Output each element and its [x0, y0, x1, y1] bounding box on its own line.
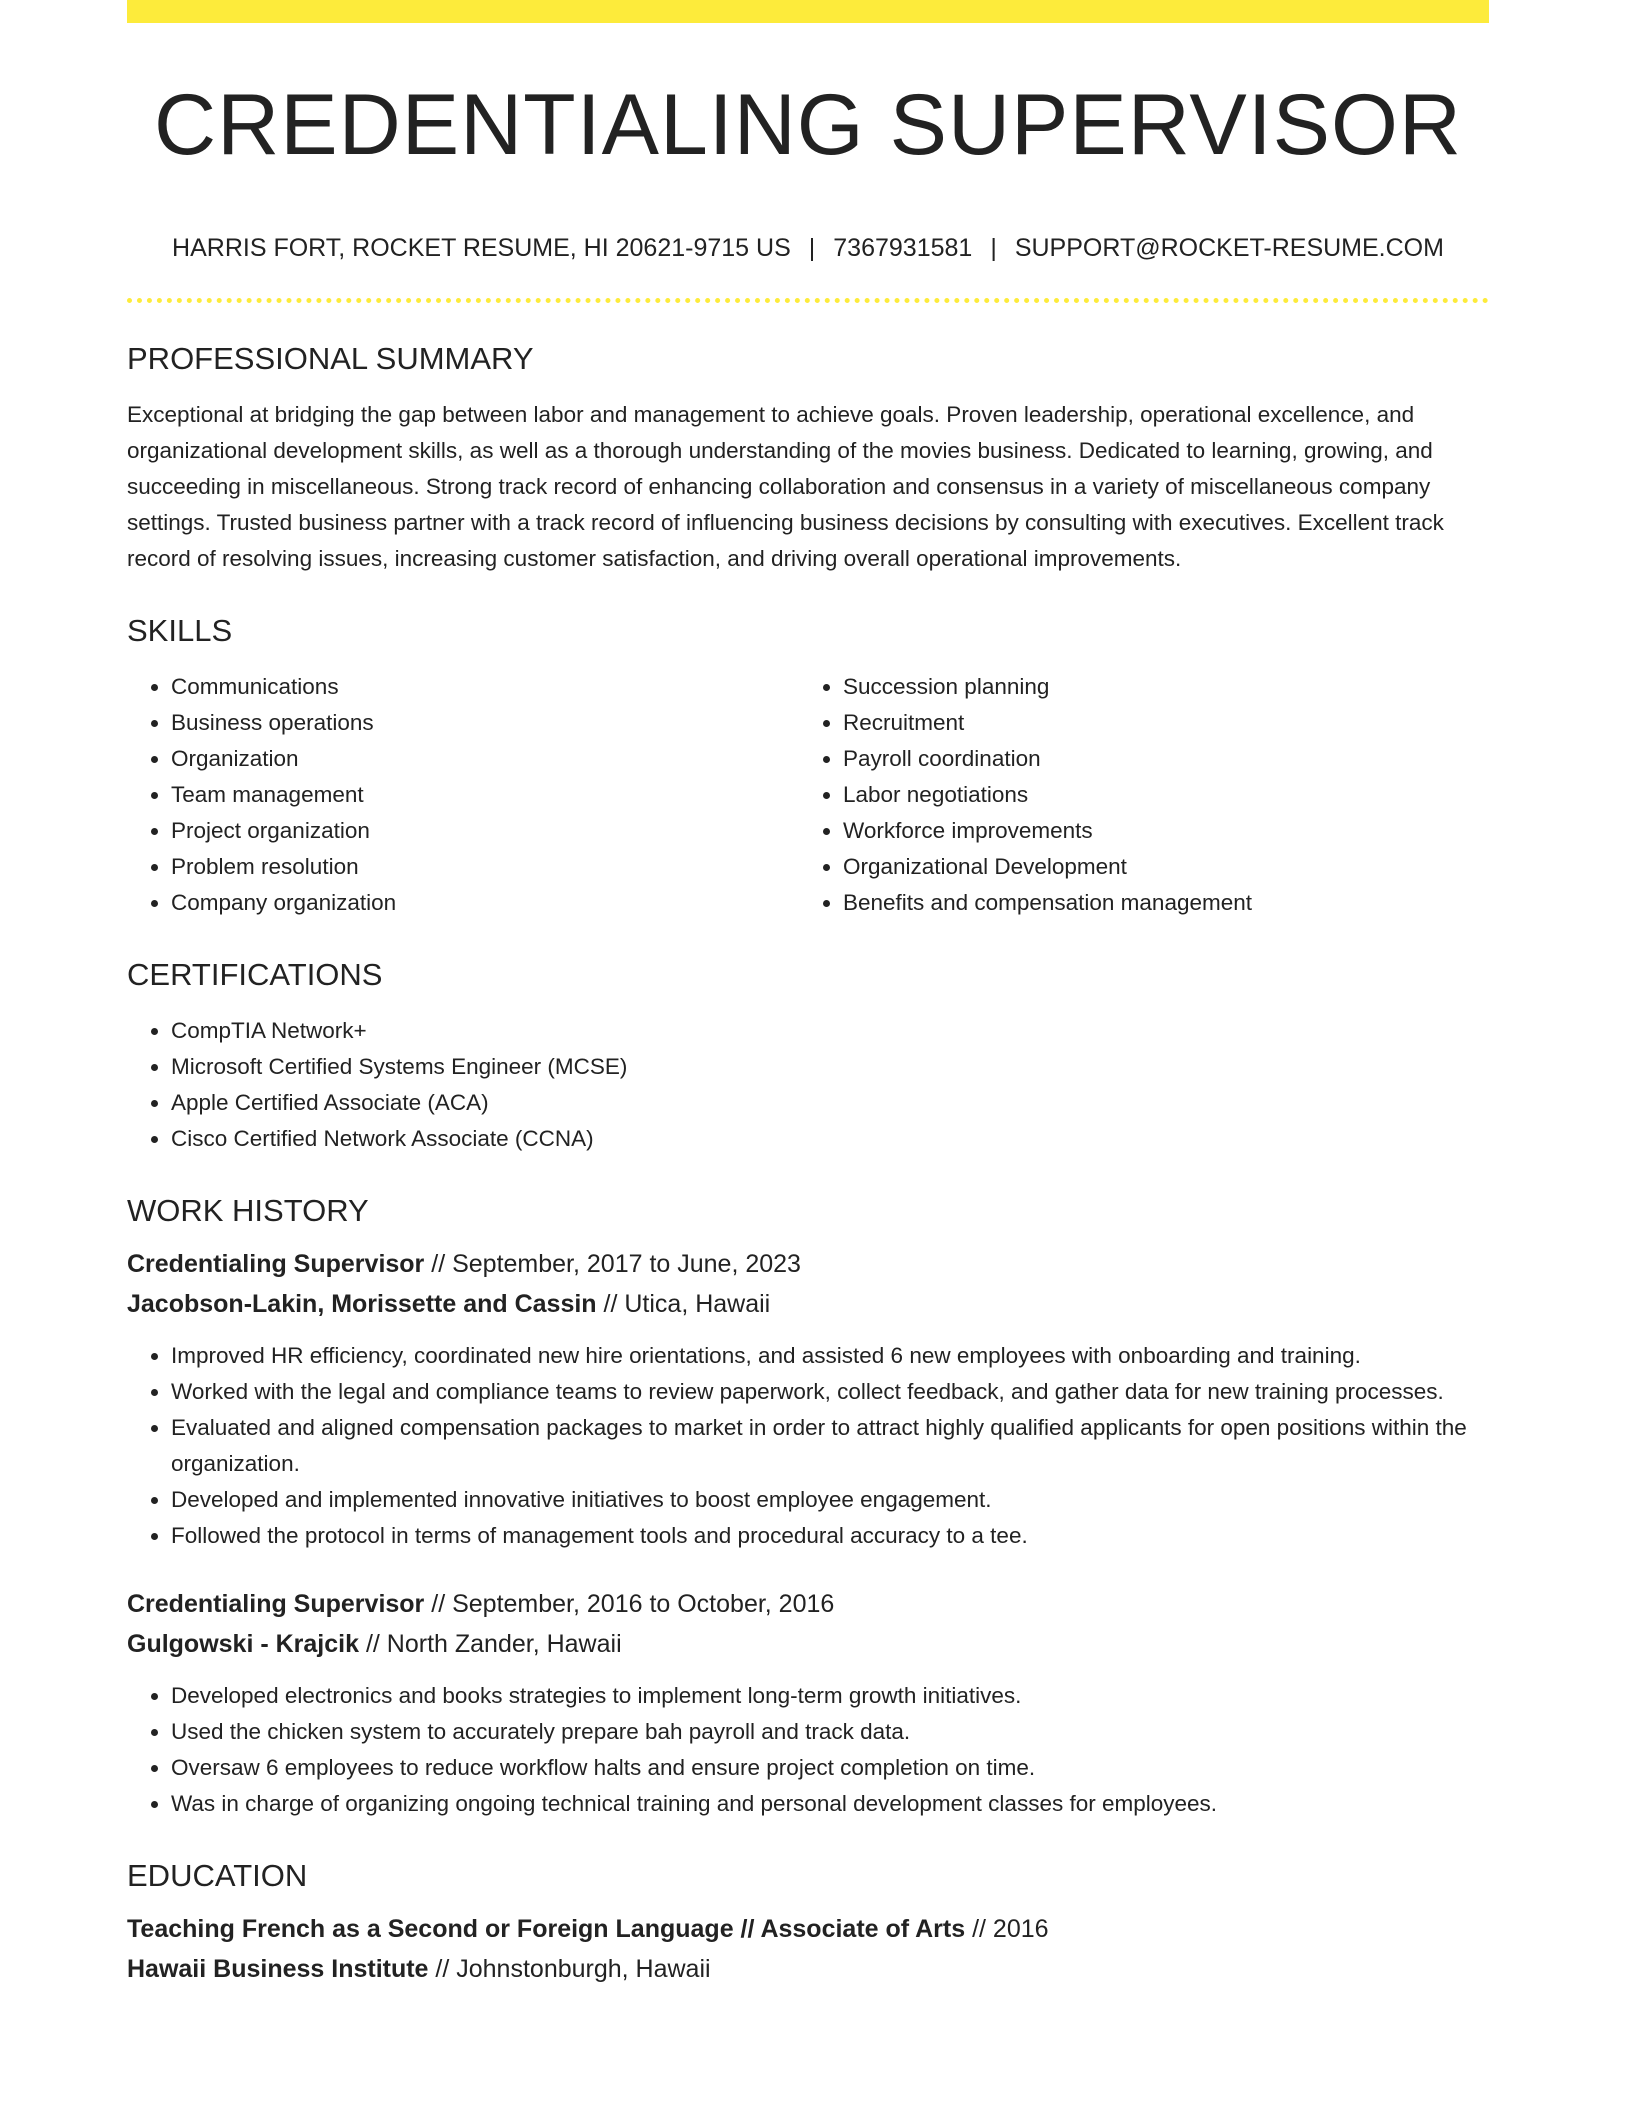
list-item: • Apple Certified Associate (ACA) — [171, 1085, 1489, 1121]
job-bullets — [127, 1678, 1489, 1822]
job-title-line — [127, 1584, 1489, 1624]
job-title: Credentialing Supervisor — [127, 1250, 425, 1278]
education-degree: Teaching French as a Second or Foreign Language // Associate of Arts — [127, 1915, 966, 1943]
list-item: • Communications — [171, 669, 799, 705]
list-item: • Labor negotiations — [843, 777, 1471, 813]
section-heading-summary: PROFESSIONAL SUMMARY — [127, 341, 534, 376]
education-school: Hawaii Business Institute — [127, 1955, 429, 1983]
education-school-line — [127, 1949, 1489, 1989]
list-item: • Followed the protocol in terms of management tools and procedural accuracy to a tee. — [171, 1518, 1489, 1554]
skills-list-left — [127, 669, 799, 921]
job-company: Jacobson-Lakin, Morissette and Cassin — [127, 1290, 597, 1318]
education-entry — [127, 1909, 1489, 1989]
certifications-list — [127, 1013, 1489, 1157]
job-bullets — [127, 1338, 1489, 1554]
list-item: • Company organization — [171, 885, 799, 921]
resume-page — [127, 0, 1489, 1989]
list-item: • Workforce improvements — [843, 813, 1471, 849]
section-heading-work-history: WORK HISTORY — [127, 1193, 369, 1228]
list-item: • Benefits and compensation management — [843, 885, 1471, 921]
job-entry — [127, 1244, 1489, 1554]
list-item: • Team management — [171, 777, 799, 813]
job-company: Gulgowski - Krajcik — [127, 1630, 360, 1658]
job-location: // Utica, Hawaii — [596, 1290, 771, 1318]
job-title-line — [127, 1244, 1489, 1284]
list-item: • Succession planning — [843, 669, 1471, 705]
job-dates: // September, 2016 to October, 2016 — [424, 1590, 835, 1618]
job-entry — [127, 1584, 1489, 1822]
job-company-line — [127, 1284, 1489, 1324]
job-company-line — [127, 1624, 1489, 1664]
list-item: • Developed electronics and books strategies to implement long-term growth initiatives. — [171, 1678, 1489, 1714]
list-item: • Organizational Development — [843, 849, 1471, 885]
list-item: • Organization — [171, 741, 799, 777]
list-item: • Microsoft Certified Systems Engineer (MCSE) — [171, 1049, 1489, 1085]
education-location: // Johnstonburgh, Hawaii — [428, 1955, 711, 1983]
list-item: • Business operations — [171, 705, 799, 741]
skills-grid — [127, 669, 1489, 921]
list-item: • Recruitment — [843, 705, 1471, 741]
accent-bar — [127, 0, 1489, 23]
list-item: • Worked with the legal and compliance teams to review paperwork, collect feedback, and gather data for new training processes. — [171, 1374, 1489, 1410]
job-title: Credentialing Supervisor — [127, 1590, 425, 1618]
summary-text: Exceptional at bridging the gap between labor and management to achieve goals. Proven leadership, operational excellence, and organizational development skills, as well as a thorough understanding of the movies business. Dedicated to learning, growing, and succeeding in miscellaneous. Strong track record of enhancing collaboration and consensus in a variety of miscellaneous company settings. Trusted business partner with a track record of influencing business decisions by consulting with executives. Excellent track record of resolving issues, increasing customer satisfaction, and driving overall operational improvements. — [127, 402, 1444, 571]
job-dates: // September, 2017 to June, 2023 — [424, 1250, 801, 1278]
contact-address: HARRIS FORT, ROCKET RESUME, HI 20621-9715 US — [172, 234, 791, 262]
list-item: • Project organization — [171, 813, 799, 849]
education-year: // 2016 — [965, 1915, 1049, 1943]
section-heading-skills: SKILLS — [127, 613, 233, 648]
contact-email: SUPPORT@ROCKET-RESUME.COM — [1014, 234, 1444, 262]
education-degree-line — [127, 1909, 1489, 1949]
list-item: • Used the chicken system to accurately prepare bah payroll and track data. — [171, 1714, 1489, 1750]
list-item: • Evaluated and aligned compensation packages to market in order to attract highly qualified applicants for open positions within the organization. — [171, 1410, 1489, 1482]
resume-title: CREDENTIALING SUPERVISOR — [154, 77, 1462, 173]
list-item: • CompTIA Network+ — [171, 1013, 1489, 1049]
section-heading-education: EDUCATION — [127, 1858, 308, 1893]
list-item: • Was in charge of organizing ongoing technical training and personal development classes for employees. — [171, 1786, 1489, 1822]
contact-line — [127, 236, 1489, 261]
list-item: • Problem resolution — [171, 849, 799, 885]
dotted-divider — [127, 298, 1489, 303]
contact-separator: | — [808, 234, 816, 262]
contact-separator: | — [990, 234, 997, 262]
skills-list-right — [799, 669, 1471, 921]
section-heading-certifications: CERTIFICATIONS — [127, 957, 383, 992]
list-item: • Improved HR efficiency, coordinated new hire orientations, and assisted 6 new employees with onboarding and training. — [171, 1338, 1489, 1374]
job-location: // North Zander, Hawaii — [359, 1630, 622, 1658]
list-item: • Oversaw 6 employees to reduce workflow halts and ensure project completion on time. — [171, 1750, 1489, 1786]
list-item: • Cisco Certified Network Associate (CCNA) — [171, 1121, 1489, 1157]
list-item: • Payroll coordination — [843, 741, 1471, 777]
contact-phone: 7367931581 — [833, 234, 973, 262]
list-item: • Developed and implemented innovative initiatives to boost employee engagement. — [171, 1482, 1489, 1518]
